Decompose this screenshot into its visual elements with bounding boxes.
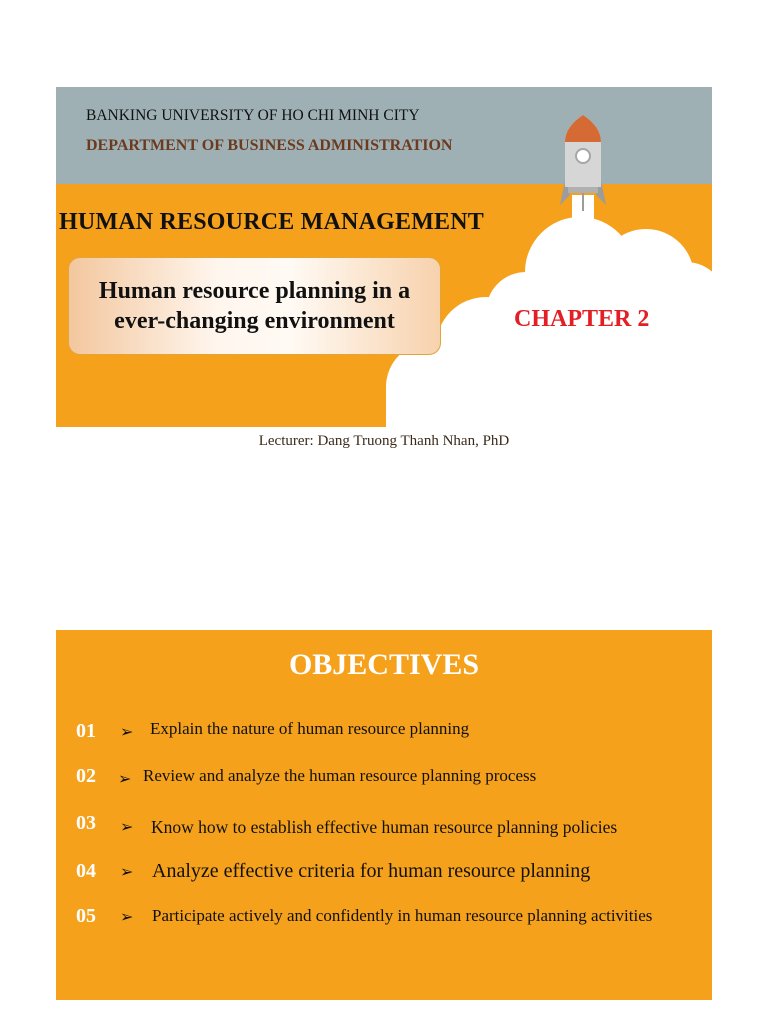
- bullet-arrow-icon: ➢: [118, 771, 132, 788]
- objective-number: 05: [76, 905, 96, 927]
- objective-text: Know how to establish effective human resource planning policies: [151, 817, 618, 837]
- objective-number: 02: [76, 765, 96, 787]
- bullet-arrow-icon: ➢: [120, 724, 134, 741]
- university-name: BANKING UNIVERSITY OF HO CHI MINH CITY: [86, 107, 420, 124]
- course-title: HUMAN RESOURCE MANAGEMENT: [59, 209, 484, 235]
- rocket-icon: [560, 115, 606, 211]
- bullet-arrow-icon: ➢: [120, 909, 134, 926]
- objective-text: Participate actively and confidently in human resource planning activities: [152, 906, 653, 925]
- objective-text: Review and analyze the human resource planning process: [143, 766, 537, 785]
- objective-number: 04: [76, 860, 96, 882]
- objective-number: 03: [76, 812, 96, 834]
- topic-line-1: Human resource planning in a: [98, 278, 411, 304]
- objective-number: 01: [76, 720, 96, 742]
- objectives-slide: [56, 630, 712, 1000]
- lecturer-name: Lecturer: Dang Truong Thanh Nhan, PhD: [258, 433, 510, 449]
- bullet-arrow-icon: ➢: [120, 819, 134, 836]
- bullet-arrow-icon: ➢: [120, 864, 134, 881]
- objectives-title: OBJECTIVES: [288, 648, 480, 681]
- objective-text: Explain the nature of human resource planning: [150, 719, 470, 738]
- title-slide: [56, 87, 712, 427]
- topic-box: [68, 257, 441, 355]
- topic-line-2: ever-changing environment: [114, 308, 395, 334]
- objective-text: Analyze effective criteria for human resource planning: [152, 860, 591, 882]
- chapter-label: CHAPTER 2: [514, 306, 650, 332]
- department-name: DEPARTMENT OF BUSINESS ADMINISTRATION: [86, 137, 453, 154]
